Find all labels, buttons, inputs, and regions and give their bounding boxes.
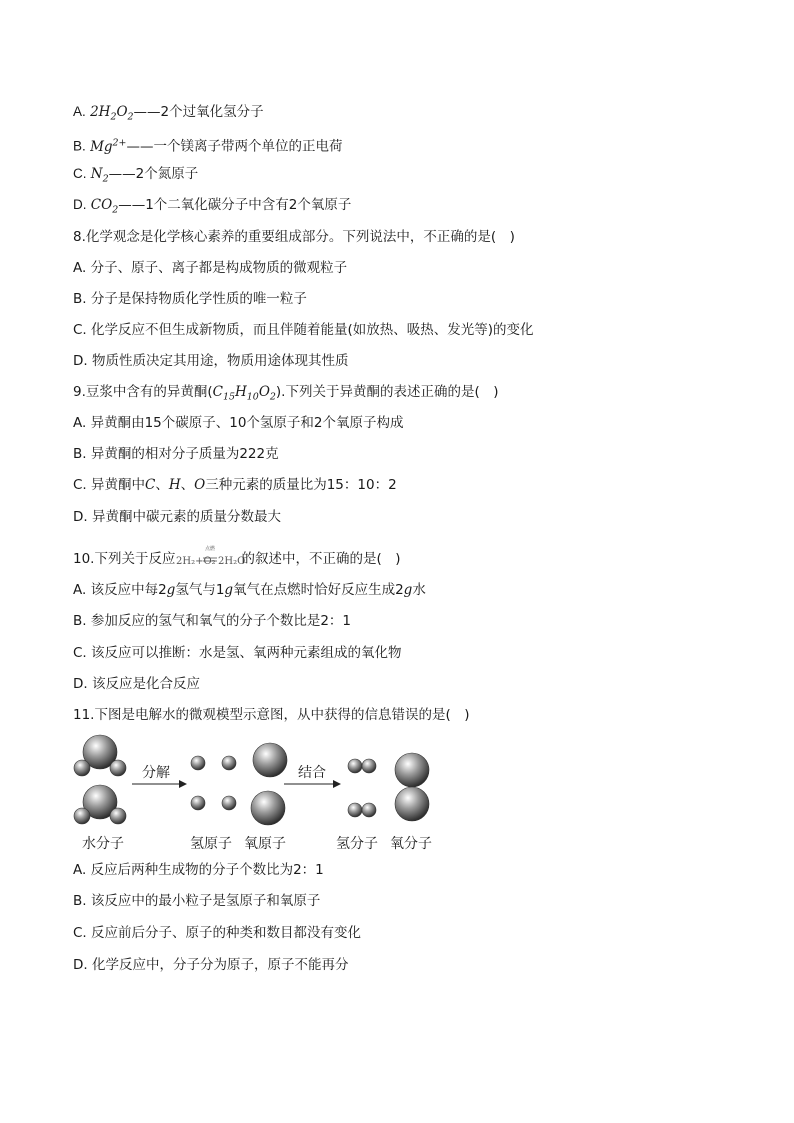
arrow-decompose-label: 分解 <box>142 765 170 781</box>
q7-option-a: A. $2H_2O_2——2$个过氧化氢分子 <box>73 104 264 123</box>
eq-condition: 点燃 <box>205 546 216 552</box>
q10-option-d: D. 该反应是化合反应 <box>73 676 200 692</box>
q9-option-d: D. 异黄酮中碳元素的质量分数最大 <box>73 509 281 525</box>
q7-option-b: B. $Mg^{2+}——$一个镁离子带两个单位的正电荷 <box>73 137 343 155</box>
q8-option-a: A. 分子、原子、离子都是构成物质的微观粒子 <box>73 260 348 276</box>
q8-option-b: B. 分子是保持物质化学性质的唯一粒子 <box>73 291 307 307</box>
q10-option-a: A. 该反应中每2g氢气与1g氧气在点燃时恰好反应生成2g水 <box>73 582 426 598</box>
caption-hydrogen-molecule: 氢分子 <box>336 836 378 852</box>
q8-stem: 8.化学观念是化学核心素养的重要组成部分。下列说法中，不正确的是( ) <box>73 229 515 245</box>
caption-hydrogen-atom: 氢原子 <box>190 836 232 852</box>
q8-option-c: C. 化学反应不但生成新物质，而且伴随着能量(如放热、吸热、发光等)的变化 <box>73 322 534 338</box>
oxygen-atoms <box>251 743 287 825</box>
q11-option-c: C. 反应前后分子、原子的种类和数目都没有变化 <box>73 925 362 941</box>
q7-option-c: C. $N_2——2$个氮原子 <box>73 166 199 185</box>
q11-option-b: B. 该反应中的最小粒子是氢原子和氧原子 <box>73 893 321 909</box>
q11-option-a: A. 反应后两种生成物的分子个数比为2：1 <box>73 862 324 878</box>
q8-option-d: D. 物质性质决定其用途，物质用途体现其性质 <box>73 353 349 369</box>
caption-oxygen-atom: 氧原子 <box>244 836 286 852</box>
electrolysis-diagram <box>70 732 450 862</box>
q9-option-a: A. 异黄酮由15个碳原子、10个氢原子和2个氧原子构成 <box>73 415 404 431</box>
caption-water-molecule: 水分子 <box>82 836 124 852</box>
caption-oxygen-molecule: 氧分子 <box>390 836 432 852</box>
water-molecule-bottom <box>74 785 126 824</box>
q9-option-c: C. 异黄酮中C、H、O三种元素的质量比为15：10：2 <box>73 477 397 493</box>
q7-option-d: D. $CO_2——1$个二氧化碳分子中含有2个氧原子 <box>73 197 352 216</box>
hydrogen-atoms <box>191 756 236 810</box>
arrow-combine-label: 结合 <box>298 765 326 781</box>
reaction-equation <box>175 544 246 574</box>
q9-stem: 9.豆浆中含有的异黄酮$(C_{15}H_{10}O_2)$.下列关于异黄酮的表述正确的是( ) <box>73 384 499 403</box>
water-molecule-top <box>74 735 126 776</box>
q10-stem: 10.下列关于反应 2H₂+O₂ 点燃 2H₂O 的叙述中，不正确的是( ) <box>73 544 401 574</box>
q10-option-c: C. 该反应可以推断：水是氢、氧两种元素组成的氧化物 <box>73 645 402 661</box>
q11-stem: 11.下图是电解水的微观模型示意图，从中获得的信息错误的是( ) <box>73 707 470 723</box>
eq-left: 2H₂+O₂ <box>176 556 217 567</box>
q10-option-b: B. 参加反应的氢气和氧气的分子个数比是2：1 <box>73 613 352 629</box>
q11-option-d: D. 化学反应中，分子分为原子，原子不能再分 <box>73 957 349 973</box>
eq-right: 2H₂O <box>218 556 246 567</box>
oxygen-molecule <box>395 753 429 821</box>
q9-option-b: B. 异黄酮的相对分子质量为222克 <box>73 446 279 462</box>
hydrogen-molecules <box>348 759 376 817</box>
